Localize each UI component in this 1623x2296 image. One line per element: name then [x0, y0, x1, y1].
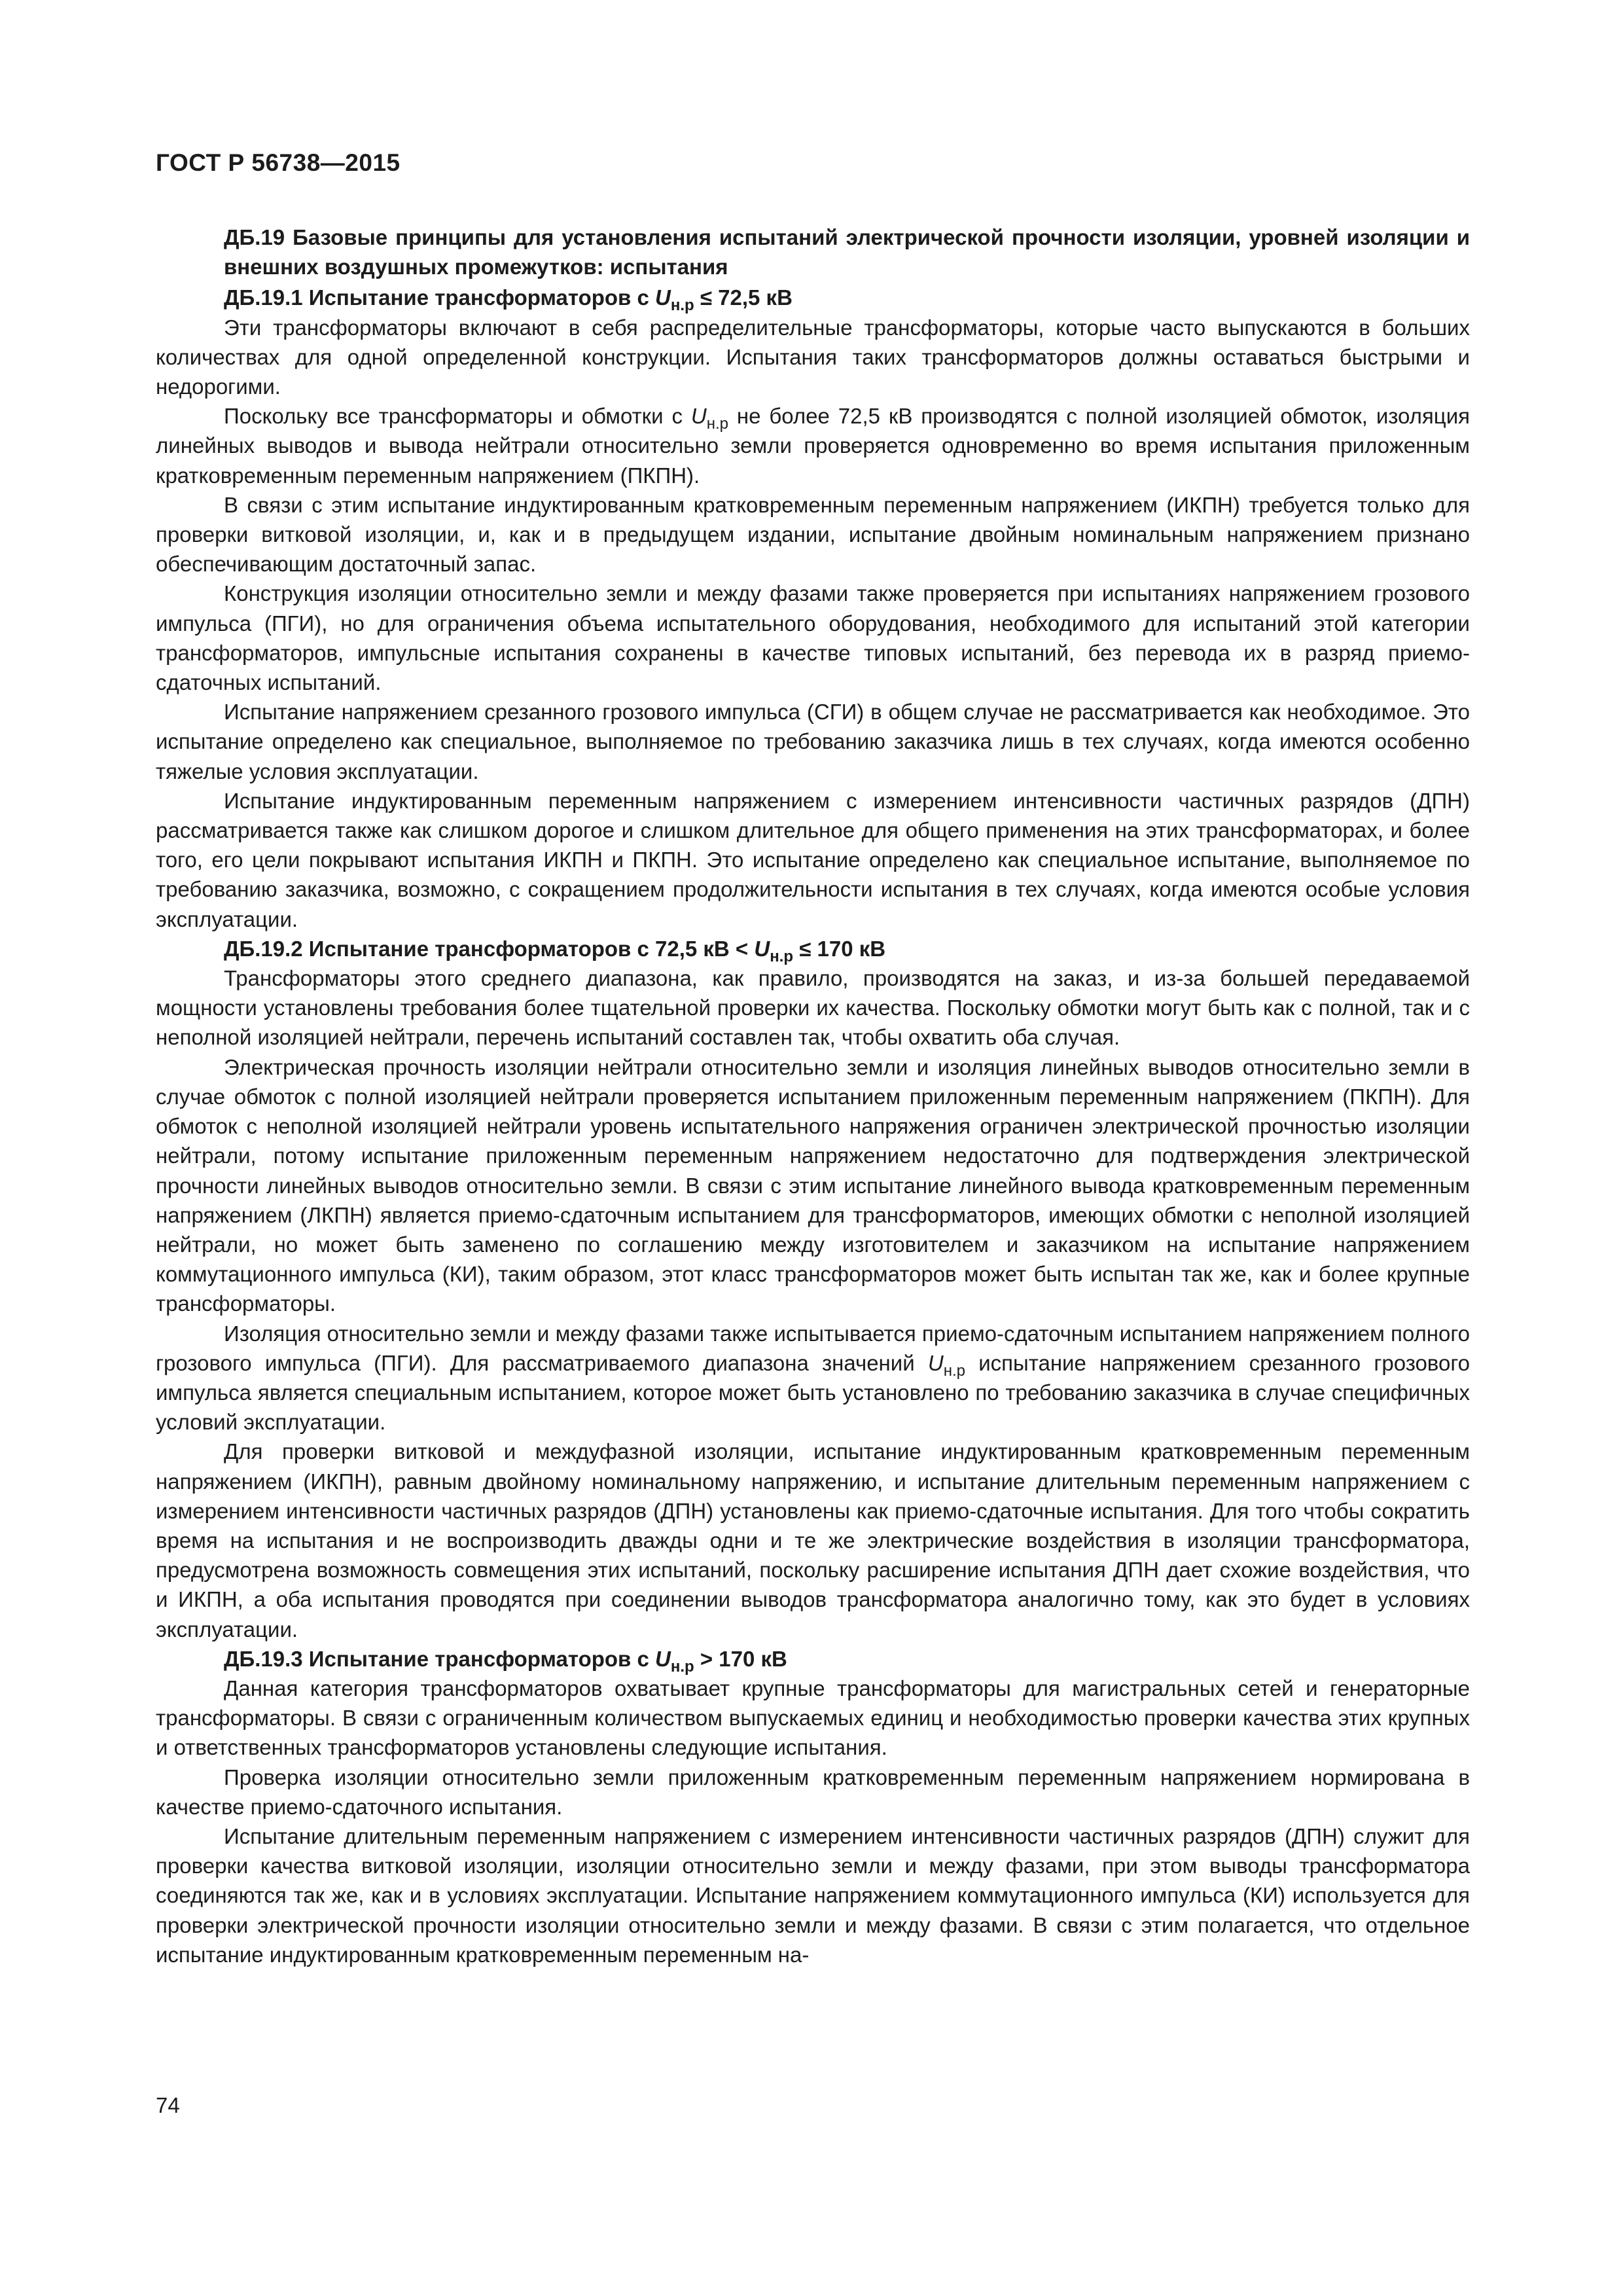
- page-number: 74: [156, 2093, 180, 2117]
- section-title: ДБ.19 Базовые принципы для установления испытаний электрической прочности изоляции, уровней изоляции и внешних воздушных промежутков: испытания: [224, 225, 1470, 279]
- subsection-title: [224, 283, 1470, 315]
- paragraph: Испытание напряжением срезанного грозового импульса (СГИ) в общем случае не рассматривается как необходимое. Это испытание определено как специальное, выполняемое по требованию заказчика лишь в тех случаях, когда имеются особенно тяжелые условия эксплуатации.: [156, 700, 1470, 783]
- paragraph: Электрическая прочность изоляции нейтрали относительно земли и изоляция линейных выводов относительно земли в случае обмоток с полной изоляцией нейтрали проверяется испытанием приложенным переменным напряжением (ПКПН). Для обмоток с неполной изоляцией нейтрали уровень испытательного напряжения ограничен электрической прочностью изоляции нейтрали, потому испытание приложенным переменным напряжением недостаточно для подтверждения электрической прочности линейных выводов относительно земли. В связи с этим испытание линейного вывода кратковременным переменным напряжением (ЛКПН) является приемо-сдаточным испытанием для трансформаторов, имеющих обмотки с неполной изоляцией нейтрали, но может быть заменено по соглашению между изготовителем и заказчиком на испытание напряжением коммутационного импульса (КИ), таким образом, этот класс трансформаторов может быть испытан так же, как и более крупные трансформаторы.: [156, 1054, 1470, 1316]
- paragraph-text: Изоляция относительно земли и между фазами также испытывается приемо-сдаточным испытанием напряжением полного грозового импульса (ПГИ). Для рассматриваемого диапазона значений: [156, 1321, 1470, 1375]
- variable-symbol: U: [690, 404, 707, 429]
- paragraph-text: испытание напряжением срезанного грозового импульса является специальным испытанием, которое может быть установлено по требованию заказчика в случае специфичных условий эксплуатации.: [156, 1350, 1470, 1435]
- subsection-title: [224, 1644, 1470, 1674]
- paragraph: Испытание индуктированным переменным напряжением с измерением интенсивности частичных разрядов (ДПН) рассматривается также как слишком дорогое и слишком длительное для общего применения на этих трансформаторах, и более того, его цели покрывают испытания ИКПН и ПКПН. Это испытание определено как специальное испытание, выполняемое по требованию заказчика, возможно, с сокращением продолжительности испытания в тех случаях, когда имеются особые условия эксплуатации.: [156, 788, 1470, 931]
- paragraph-text: Поскольку все трансформаторы и обмотки с: [224, 404, 691, 429]
- paragraph: В связи с этим испытание индуктированным кратковременным переменным напряжением (ИКПН) требуется только для проверки витковой изоляции, и, как и в предыдущем издании, испытание двойным номинальным напряжением признано обеспечивающим достаточный запас.: [156, 492, 1470, 577]
- paragraph: Трансформаторы этого среднего диапазона, как правило, производятся на заказ, и из-за большей передаваемой мощности установлены требования более тщательной проверки их качества. Поскольку обмотки могут быть как с полной, так и с неполной изоляцией нейтрали, перечень испытаний составлен так, чтобы охватить оба случая.: [156, 966, 1470, 1050]
- variable-symbol: U: [754, 936, 770, 961]
- subsection-title: [224, 934, 1470, 963]
- paragraph-text: не более 72,5 кВ производятся с полной изоляцией обмоток, изоляция линейных выводов и вывода нейтрали относительно земли проверяется одновременно во время испытания приложенным кратковременным переменным напряжением (ПКПН).: [156, 404, 1471, 488]
- subsection-title-suffix: ≤ 170 кВ: [793, 936, 886, 961]
- variable-subscript: н.р: [770, 947, 794, 965]
- subsections: [156, 283, 1470, 1969]
- paragraph: Испытание длительным переменным напряжением с измерением интенсивности частичных разрядов (ДПН) служит для проверки качества витковой изоляции, изоляции относительно земли и между фазами, при этом выводы трансформатора соединяются так же, как и в условиях эксплуатации. Испытание напряжением коммутационного импульса (КИ) используется для проверки электрической прочности изоляции относительно земли и между фазами. В связи с этим полагается, что отдельное испытание индуктированным кратковременным переменным на-: [156, 1823, 1470, 1967]
- subsection-title-suffix: ≤ 72,5 кВ: [694, 285, 793, 310]
- paragraph: [156, 401, 1470, 490]
- variable-symbol: U: [655, 285, 671, 310]
- paragraph: Проверка изоляции относительно земли приложенным кратковременным переменным напряжением нормирована в качестве приемо-сдаточного испытания.: [156, 1765, 1470, 1819]
- subsection-title-prefix: ДБ.19.1 Испытание трансформаторов с: [224, 285, 656, 310]
- paragraph: Конструкция изоляции относительно земли и между фазами также проверяется при испытаниях напряжением грозового импульса (ПГИ), но для ограничения объема испытательного оборудования, необходимого для испытаний этой категории трансформаторов, импульсные испытания сохранены в качестве типовых испытаний, без перевода их в разряд приемо-сдаточных испытаний.: [156, 581, 1470, 695]
- variable-symbol: U: [655, 1646, 671, 1671]
- variable-subscript: н.р: [706, 415, 728, 433]
- subsection-title-prefix: ДБ.19.3 Испытание трансформаторов с: [224, 1646, 656, 1671]
- paragraph: [156, 1319, 1470, 1437]
- paragraph: Данная категория трансформаторов охватывает крупные трансформаторы для магистральных сетей и генераторные трансформаторы. В связи с ограниченным количеством выпускаемых единиц и необходимостью проверки качества этих крупных и ответственных трансформаторов установлены следующие испытания.: [156, 1676, 1470, 1760]
- document-body: [156, 223, 1470, 1969]
- paragraph: Для проверки витковой и междуфазной изоляции, испытание индуктированным кратковременным переменным напряжением (ИКПН), равным двойному номинальному напряжению, и испытание длительным переменным напряжением с измерением интенсивности частичных разрядов (ДПН) установлены как приемо-сдаточные испытания. Для того чтобы сократить время на испытания и не воспроизводить дважды одни и те же электрические воздействия в изоляции трансформатора, предусмотрена возможность совмещения этих испытаний, поскольку расширение испытания ДПН дает схожие воздействия, что и ИКПН, а оба испытания проводятся при соединении выводов трансформатора аналогично тому, как это будет в условиях эксплуатации.: [156, 1439, 1470, 1641]
- subsection-title-prefix: ДБ.19.2 Испытание трансформаторов с 72,5 кВ <: [224, 936, 755, 961]
- variable-subscript: н.р: [670, 1657, 694, 1676]
- variable-subscript: н.р: [670, 296, 694, 315]
- standard-header: ГОСТ Р 56738—2015: [156, 149, 401, 176]
- variable-symbol: U: [927, 1350, 944, 1375]
- paragraph: Эти трансформаторы включают в себя распределительные трансформаторы, которые часто выпускаются в больших количествах для одной определенной конструкции. Испытания таких трансформаторов должны оставаться быстрыми и недорогими.: [156, 315, 1470, 399]
- variable-subscript: н.р: [943, 1361, 965, 1380]
- subsection-title-suffix: > 170 кВ: [694, 1646, 787, 1671]
